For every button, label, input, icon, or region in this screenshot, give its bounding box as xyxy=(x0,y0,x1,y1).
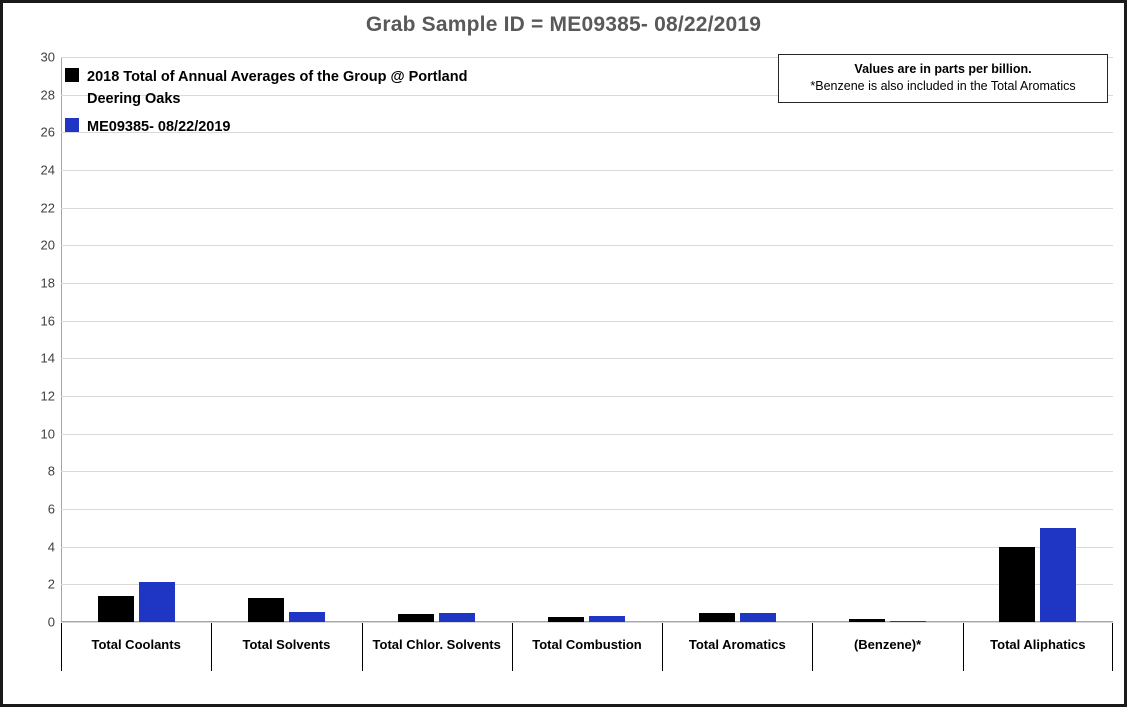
bar xyxy=(1040,528,1076,622)
bar xyxy=(248,598,284,622)
legend xyxy=(65,66,495,143)
bar xyxy=(548,617,584,622)
y-tick-label: 0 xyxy=(47,614,55,630)
y-tick-label: 20 xyxy=(40,237,55,253)
category-separator xyxy=(512,623,513,671)
category-label: Total Coolants xyxy=(91,637,181,652)
bar xyxy=(999,547,1035,622)
note-line-units: Values are in parts per billion. xyxy=(854,62,1032,76)
y-tick-label: 10 xyxy=(40,426,55,442)
bar xyxy=(439,613,475,622)
y-tick-label: 30 xyxy=(40,49,55,65)
y-tick-label: 2 xyxy=(47,576,55,592)
y-tick-label: 12 xyxy=(40,388,55,404)
y-tick-label: 6 xyxy=(47,501,55,517)
legend-label-series-2: ME09385- 08/22/2019 xyxy=(87,118,231,135)
bar xyxy=(139,582,175,622)
category-label: Total Aliphatics xyxy=(990,637,1086,652)
bar-group xyxy=(963,57,1113,622)
note-line-benzene: *Benzene is also included in the Total Aromatics xyxy=(810,79,1076,93)
bar xyxy=(398,614,434,622)
y-tick-label: 22 xyxy=(40,200,55,216)
category-label: Total Chlor. Solvents xyxy=(372,637,501,652)
category-separator xyxy=(812,623,813,671)
category-axis xyxy=(61,623,1113,679)
bar-group-bars xyxy=(662,57,812,622)
y-tick-label: 4 xyxy=(47,539,55,555)
bar-group-bars xyxy=(963,57,1113,622)
y-tick-label: 8 xyxy=(47,463,55,479)
category-label: Total Combustion xyxy=(532,637,642,652)
y-tick-label: 16 xyxy=(40,313,55,329)
legend-item xyxy=(65,66,495,111)
y-tick-label: 14 xyxy=(40,350,55,366)
legend-item xyxy=(65,116,495,138)
category-separator xyxy=(211,623,212,671)
y-axis-tick-labels xyxy=(3,49,55,630)
bar xyxy=(289,612,325,622)
bar-group xyxy=(812,57,962,622)
category-separator xyxy=(362,623,363,671)
category-separator xyxy=(1112,623,1113,671)
bar xyxy=(98,596,134,622)
category-label: (Benzene)* xyxy=(853,637,922,652)
category-separator xyxy=(963,623,964,671)
category-label: Total Aromatics xyxy=(688,637,786,652)
note-box xyxy=(778,54,1108,103)
bar xyxy=(699,613,735,622)
legend-label-series-1: 2018 Total of Annual Averages of the Group @ Portland Deering Oaks xyxy=(87,69,468,108)
y-tick-label: 28 xyxy=(40,87,55,103)
legend-swatch-series-2 xyxy=(65,118,79,132)
bar xyxy=(849,619,885,622)
bar xyxy=(740,613,776,622)
bar-group-bars xyxy=(512,57,662,622)
bar-group-bars xyxy=(812,57,962,622)
y-tick-label: 18 xyxy=(40,275,55,291)
category-label: Total Solvents xyxy=(242,637,331,652)
bar xyxy=(890,621,926,622)
bar-group xyxy=(662,57,812,622)
category-separator xyxy=(662,623,663,671)
category-separator xyxy=(61,623,62,671)
y-tick-label: 24 xyxy=(40,162,55,178)
bar xyxy=(589,616,625,622)
page-title: Grab Sample ID = ME09385- 08/22/2019 xyxy=(365,13,762,36)
legend-swatch-series-1 xyxy=(65,68,79,82)
bar-group xyxy=(512,57,662,622)
y-tick-label: 26 xyxy=(40,124,55,140)
